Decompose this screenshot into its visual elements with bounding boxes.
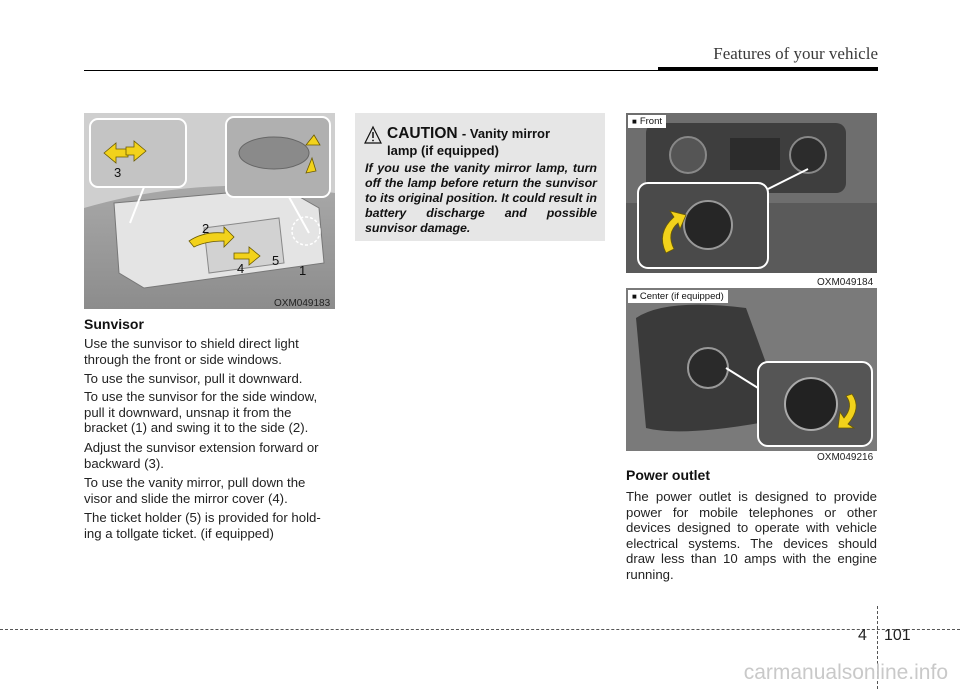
header-rule-accent	[658, 67, 878, 71]
chapter-number: 4	[858, 627, 867, 644]
outlet-center-figure-code: OXM049216	[817, 452, 874, 463]
header-title: Features of your vehicle	[713, 44, 878, 63]
caution-text: If you use the vanity mirror lamp, turn off the lamp before return the sunvisor to its original position. It could result in battery discharge and possible sunvisor damage.	[365, 161, 597, 235]
sunvisor-paragraph-4: Adjust the sunvisor extension forward or backward (3).	[84, 440, 319, 471]
power-outlet-text: The power outlet is designed to provide power for mobile telephones or other devices designed to operate with vehicle electrical systems. The devices should draw less than 10 amps with the engine running.	[626, 489, 877, 582]
caution-label: CAUTION	[387, 125, 458, 142]
caution-box	[355, 113, 605, 241]
sunvisor-paragraph-3: To use the sunvisor for the side window, pull it downward, unsnap it from the bracket (1) and swing it to the side (2).	[84, 389, 318, 436]
sunvisor-paragraph-5: To use the vanity mirror, pull down the visor and slide the mirror cover (4).	[84, 475, 306, 506]
outlet-front-figure-code: OXM049184	[817, 277, 874, 288]
callout-3: 3	[114, 165, 122, 180]
outlet-front-label-text: Front	[639, 116, 663, 127]
sunvisor-figure-code: OXM049183	[274, 298, 331, 309]
outlet-center-label: ■ Center (if equipped)	[628, 290, 728, 303]
caution-subtitle-line1: - Vanity mirror	[461, 126, 551, 141]
warning-triangle-icon	[363, 125, 383, 145]
outlet-front-label: ■ Front	[628, 115, 666, 128]
caution-subtitle-line2: lamp (if equipped)	[387, 143, 499, 158]
outlet-center-figure	[626, 288, 877, 451]
sunvisor-heading: Sunvisor	[84, 316, 144, 332]
sunvisor-paragraph-1: Use the sunvisor to shield direct light through the front or side windows.	[84, 336, 299, 367]
outlet-front-illustration	[626, 113, 877, 273]
outlet-center-illustration	[626, 288, 877, 451]
callout-1: 1	[299, 263, 307, 278]
callout-2: 2	[202, 221, 210, 236]
outlet-center-label-text: Center (if equipped)	[639, 291, 724, 302]
sunvisor-paragraph-2: To use the sunvisor, pull it downward.	[84, 371, 303, 386]
footer-rule	[0, 629, 960, 630]
caution-title	[387, 125, 550, 159]
watermark: carmanualsonline.info	[743, 661, 948, 684]
callout-4: 4	[237, 261, 245, 276]
power-outlet-heading: Power outlet	[626, 467, 711, 483]
outlet-front-figure	[626, 113, 877, 273]
callout-5: 5	[272, 253, 280, 268]
sunvisor-illustration	[84, 113, 335, 309]
sunvisor-paragraph-6: The ticket holder (5) is provided for hold- ing a tollgate ticket. (if equipped)	[84, 510, 321, 541]
sunvisor-figure	[84, 113, 335, 309]
page-number: 101	[884, 627, 911, 644]
